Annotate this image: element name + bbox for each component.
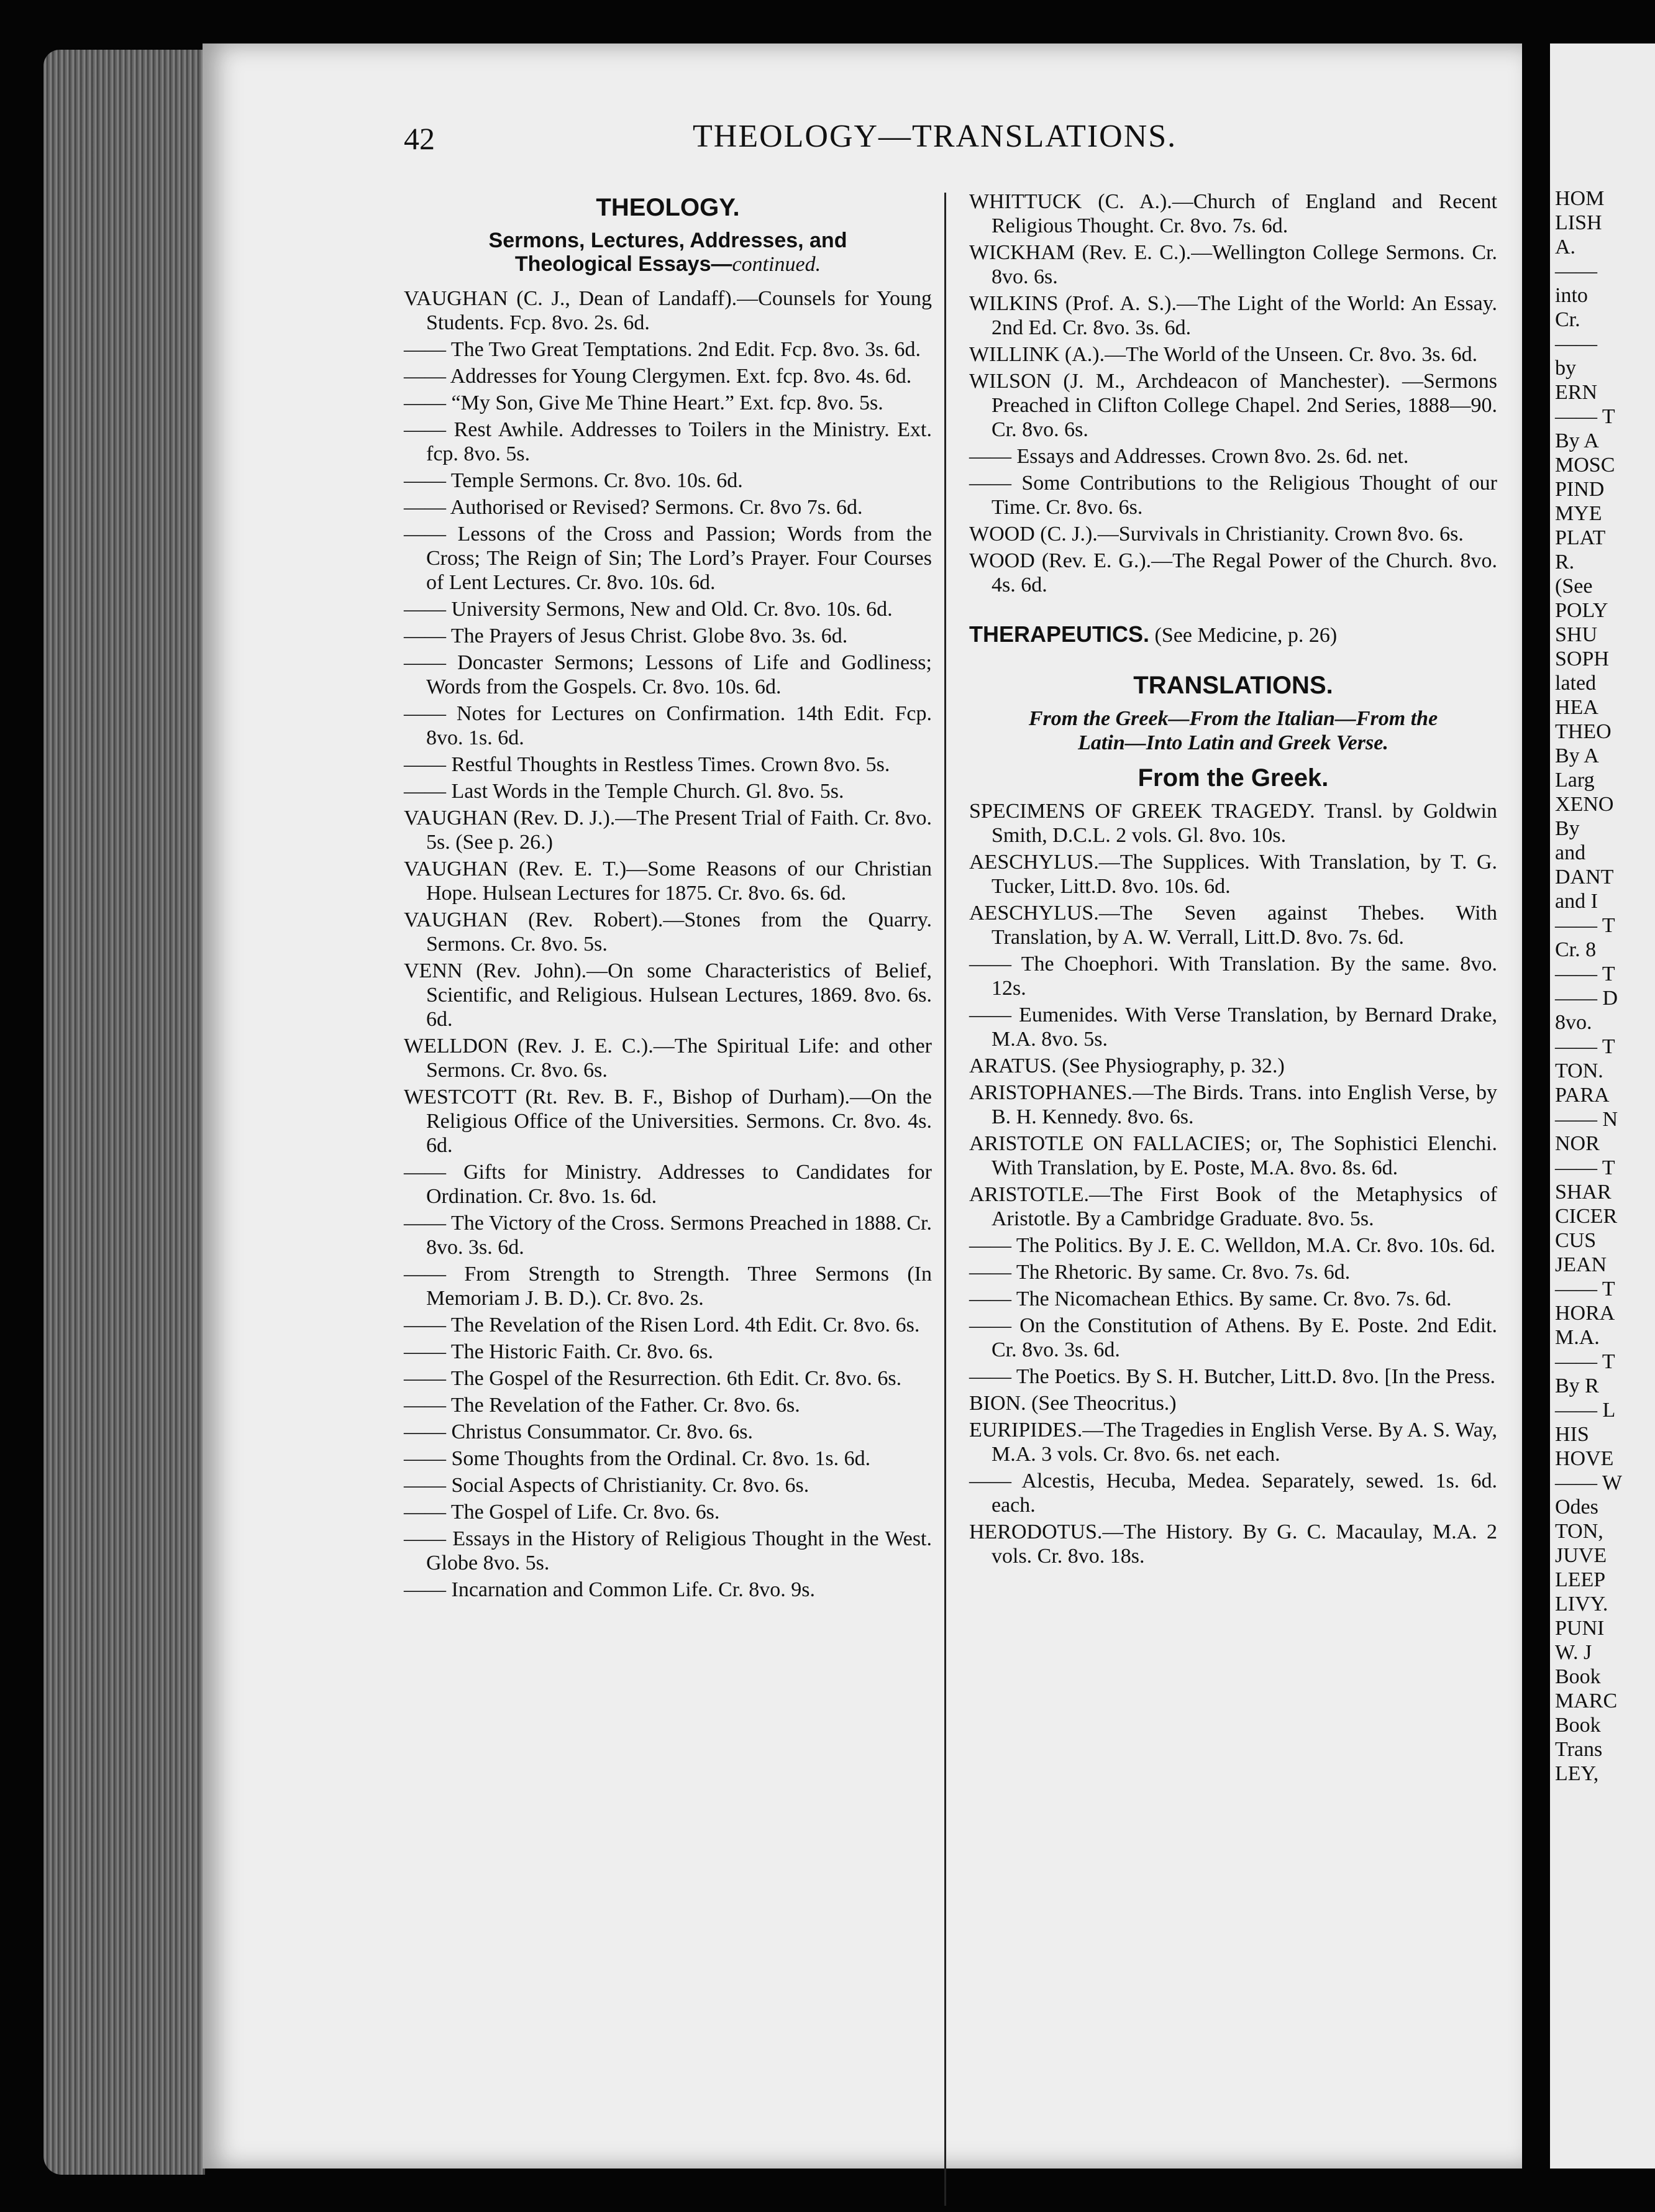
catalogue-entry: ARISTOPHANES.—The Birds. Trans. into English Verse, by B. H. Kennedy. 8vo. 6s. [969, 1081, 1497, 1128]
catalogue-entry: —— University Sermons, New and Old. Cr. 8vo. 10s. 6d. [404, 598, 893, 621]
next-page-fragment: —— T [1555, 914, 1615, 937]
page-number: 42 [404, 121, 435, 156]
catalogue-entry: WILKINS (Prof. A. S.).—The Light of the World: An Essay. 2nd Ed. Cr. 8vo. 3s. 6d. [969, 292, 1497, 339]
catalogue-entry: BION. (See Theocritus.) [969, 1392, 1177, 1415]
next-page-fragment: MARC [1555, 1689, 1618, 1712]
right-column [969, 190, 1497, 1571]
next-page-fragment: —— [1555, 332, 1597, 355]
catalogue-entry: VAUGHAN (Rev. Robert).—Stones from the Quarry. Sermons. Cr. 8vo. 5s. [404, 908, 932, 956]
catalogue-entry: EURIPIDES.—The Tragedies in English Verse. By A. S. Way, M.A. 3 vols. Cr. 8vo. 6s. net each. [969, 1419, 1497, 1466]
next-page-fragment: HORA [1555, 1302, 1615, 1325]
next-page-fragments [1555, 186, 1622, 1786]
next-page-fragment: —— T [1555, 1277, 1615, 1300]
catalogue-entry: —— Authorised or Revised? Sermons. Cr. 8vo 7s. 6d. [404, 496, 863, 519]
catalogue-entry: —— Last Words in the Temple Church. Gl. 8vo. 5s. [404, 780, 844, 803]
next-page-edge [1550, 43, 1655, 2169]
catalogue-entry: —— “My Son, Give Me Thine Heart.” Ext. fcp. 8vo. 5s. [404, 391, 883, 414]
catalogue-entry: —— The Rhetoric. By same. Cr. 8vo. 7s. 6d. [969, 1261, 1351, 1284]
catalogue-entry: —— The Gospel of the Resurrection. 6th Edit. Cr. 8vo. 6s. [404, 1367, 902, 1390]
catalogue-entry: —— Alcestis, Hecuba, Medea. Separately, sewed. 1s. 6d. each. [969, 1469, 1497, 1517]
next-page-fragment: ERN [1555, 381, 1597, 404]
catalogue-entry: —— From Strength to Strength. Three Sermons (In Memoriam J. B. D.). Cr. 8vo. 2s. [404, 1263, 932, 1310]
catalogue-entry: —— The Nicomachean Ethics. By same. Cr. 8vo. 7s. 6d. [969, 1287, 1452, 1310]
next-page-fragment: HIS [1555, 1423, 1589, 1446]
catalogue-entry: —— The Revelation of the Father. Cr. 8vo. 6s. [404, 1394, 800, 1417]
translations-subline-2: Latin—Into Latin and Greek Verse. [1078, 731, 1388, 754]
next-page-fragment: MOSC [1555, 454, 1615, 477]
subsection-continued: continued. [732, 253, 821, 276]
running-head: THEOLOGY—TRANSLATIONS. [693, 119, 1177, 154]
catalogue-entry: —— The Prayers of Jesus Christ. Globe 8vo. 3s. 6d. [404, 624, 848, 647]
next-page-fragment: TON, [1555, 1520, 1603, 1543]
next-page-fragment: TON. [1555, 1059, 1603, 1082]
catalogue-entry: WICKHAM (Rev. E. C.).—Wellington College Sermons. Cr. 8vo. 6s. [969, 241, 1497, 288]
catalogue-entry: VAUGHAN (Rev. D. J.).—The Present Trial of Faith. Cr. 8vo. 5s. (See p. 26.) [404, 807, 932, 854]
next-page-fragment: —— L [1555, 1399, 1616, 1422]
catalogue-entry: —— Addresses for Young Clergymen. Ext. fcp. 8vo. 4s. 6d. [404, 365, 912, 388]
catalogue-entry: AESCHYLUS.—The Seven against Thebes. With Translation, by A. W. Verrall, Litt.D. 8vo. 7s. 6d. [969, 902, 1497, 949]
catalogue-entry: —— Incarnation and Common Life. Cr. 8vo. 9s. [404, 1578, 815, 1601]
catalogue-entry: —— The Politics. By J. E. C. Welldon, M.A. Cr. 8vo. 10s. 6d. [969, 1234, 1495, 1257]
next-page-fragment: Cr. 8 [1555, 938, 1597, 961]
next-page-fragment: NOR [1555, 1132, 1600, 1155]
catalogue-entry: —— The Two Great Temptations. 2nd Edit. Fcp. 8vo. 3s. 6d. [404, 338, 921, 361]
next-page-fragment: HOM [1555, 187, 1605, 210]
translations-subline-1: From the Greek—From the Italian—From the [1028, 707, 1438, 730]
book-page-edges [43, 50, 205, 2175]
next-page-fragment: HEA [1555, 696, 1598, 719]
next-page-fragment: —— T [1555, 405, 1615, 428]
next-page-fragment: and I [1555, 890, 1598, 913]
subsection-line-2-text: Theological Essays— [514, 252, 732, 276]
catalogue-entry: —— The Poetics. By S. H. Butcher, Litt.D. 8vo. [In the Press. [969, 1365, 1495, 1388]
next-page-fragment: THEO [1555, 720, 1612, 743]
next-page-fragment: —— W [1555, 1471, 1622, 1494]
catalogue-entry: —— Essays in the History of Religious Thought in the West. Globe 8vo. 5s. [404, 1527, 932, 1574]
next-page-fragment: and [1555, 841, 1586, 864]
left-entry-list [404, 286, 932, 1602]
catalogue-entry: —— The Historic Faith. Cr. 8vo. 6s. [404, 1340, 714, 1363]
next-page-fragment: M.A. [1555, 1326, 1600, 1349]
next-page-fragment: R. [1555, 551, 1575, 574]
next-page-fragment: —— T [1555, 1156, 1615, 1179]
next-page-fragment: Trans [1555, 1738, 1603, 1761]
therapeutics-label: THERAPEUTICS. [969, 621, 1150, 647]
catalogue-entry: —— Some Thoughts from the Ordinal. Cr. 8vo. 1s. 6d. [404, 1447, 871, 1470]
next-page-fragment: HOVE [1555, 1447, 1614, 1470]
catalogue-entry: —— The Gospel of Life. Cr. 8vo. 6s. [404, 1501, 720, 1524]
catalogue-entry: WELLDON (Rev. J. E. C.).—The Spiritual Life: and other Sermons. Cr. 8vo. 6s. [404, 1035, 932, 1082]
next-page-fragment: PLAT [1555, 526, 1606, 549]
next-page-fragment: MYE [1555, 502, 1602, 525]
next-page-fragment: PIND [1555, 478, 1605, 501]
next-page-fragment: POLY [1555, 599, 1608, 622]
next-page-fragment: (See [1555, 575, 1593, 598]
next-page-fragment: By R [1555, 1374, 1599, 1397]
catalogue-entry: WILLINK (A.).—The World of the Unseen. Cr. 8vo. 3s. 6d. [969, 343, 1478, 366]
catalogue-entry: —— Restful Thoughts in Restless Times. Crown 8vo. 5s. [404, 753, 890, 776]
catalogue-entry: AESCHYLUS.—The Supplices. With Translation, by T. G. Tucker, Litt.D. 8vo. 10s. 6d. [969, 851, 1497, 898]
catalogue-entry: —— Rest Awhile. Addresses to Toilers in the Ministry. Ext. fcp. 8vo. 5s. [404, 418, 932, 465]
next-page-fragment: PARA [1555, 1084, 1610, 1107]
next-page-fragment: —— T [1555, 962, 1615, 985]
section-title-theology: THEOLOGY. [596, 194, 740, 221]
subsection-from-greek: From the Greek. [1138, 764, 1329, 792]
catalogue-entry: WOOD (Rev. E. G.).—The Regal Power of the Church. 8vo. 4s. 6d. [969, 549, 1497, 596]
left-column [404, 190, 932, 1604]
next-page-fragment: CICER [1555, 1205, 1618, 1228]
right-entry-list-top [969, 190, 1497, 597]
next-page-fragment: SOPH [1555, 647, 1609, 670]
catalogue-entry: —— On the Constitution of Athens. By E. Poste. 2nd Edit. Cr. 8vo. 3s. 6d. [969, 1314, 1497, 1361]
subsection-title [404, 229, 932, 276]
catalogue-entry: —— Lessons of the Cross and Passion; Words from the Cross; The Reign of Sin; The Lord’s Prayer. Four Courses of Lent Lectures. Cr. 8vo. 10s. 6d. [404, 523, 932, 594]
next-page-fragment: Odes [1555, 1496, 1598, 1519]
next-page-fragment: CUS [1555, 1229, 1597, 1252]
next-page-fragment: XENO [1555, 793, 1614, 816]
next-page-fragment: —— T [1555, 1035, 1615, 1058]
next-page-fragment: PUNI [1555, 1617, 1605, 1640]
next-page-fragment: —— [1555, 260, 1597, 283]
next-page-fragment: into [1555, 284, 1588, 307]
catalogue-entry: —— Essays and Addresses. Crown 8vo. 2s. 6d. net. [969, 445, 1409, 468]
catalogue-entry: VAUGHAN (C. J., Dean of Landaff).—Counsels for Young Students. Fcp. 8vo. 2s. 6d. [404, 287, 932, 334]
catalogue-entry: VENN (Rev. John).—On some Characteristics of Belief, Scientific, and Religious. Hulsean Lectures, 1869. 8vo. 6s. 6d. [404, 959, 932, 1031]
next-page-fragment: Book [1555, 1665, 1601, 1688]
catalogue-entry: —— Temple Sermons. Cr. 8vo. 10s. 6d. [404, 469, 743, 492]
next-page-fragment: —— D [1555, 987, 1618, 1010]
section-title-translations: TRANSLATIONS. [1133, 672, 1333, 699]
catalogue-entry: —— The Victory of the Cross. Sermons Preached in 1888. Cr. 8vo. 3s. 6d. [404, 1212, 932, 1259]
catalogue-entry: —— The Choephori. With Translation. By the same. 8vo. 12s. [969, 953, 1497, 1000]
next-page-fragment: By A [1555, 429, 1599, 452]
catalogue-entry: WHITTUCK (C. A.).—Church of England and Recent Religious Thought. Cr. 8vo. 7s. 6d. [969, 190, 1497, 237]
catalogue-entry: —— Doncaster Sermons; Lessons of Life and Godliness; Words from the Gospels. Cr. 8vo. 10s. 6d. [404, 651, 932, 698]
next-page-fragment: —— T [1555, 1350, 1615, 1373]
next-page-fragment: JUVE [1555, 1544, 1607, 1567]
catalogue-entry: WILSON (J. M., Archdeacon of Manchester). —Sermons Preached in Clifton College Chapel. 2nd Series, 1888—90. Cr. 8vo. 6s. [969, 370, 1497, 441]
next-page-fragment: By [1555, 817, 1580, 840]
catalogue-entry: —— The Revelation of the Risen Lord. 4th Edit. Cr. 8vo. 6s. [404, 1314, 920, 1337]
subsection-line-1: Sermons, Lectures, Addresses, and [488, 229, 847, 252]
catalogue-entry: ARATUS. (See Physiography, p. 32.) [969, 1054, 1285, 1077]
catalogue-entry: HERODOTUS.—The History. By G. C. Macaulay, M.A. 2 vols. Cr. 8vo. 18s. [969, 1520, 1497, 1568]
catalogue-entry: ARISTOTLE.—The First Book of the Metaphysics of Aristotle. By a Cambridge Graduate. 8vo. 5s. [969, 1183, 1497, 1230]
next-page-fragment: LISH [1555, 211, 1602, 234]
next-page-fragment: JEAN [1555, 1253, 1607, 1276]
next-page-fragment: by [1555, 357, 1576, 380]
right-entry-list-greek [969, 799, 1497, 1568]
translations-subline [969, 706, 1497, 755]
catalogue-entry: WESTCOTT (Rt. Rev. B. F., Bishop of Durham).—On the Religious Office of the Universities. Sermons. Cr. 8vo. 4s. 6d. [404, 1085, 932, 1157]
next-page-fragment: A. [1555, 235, 1576, 258]
catalogue-entry: SPECIMENS OF GREEK TRAGEDY. Transl. by Goldwin Smith, D.C.L. 2 vols. Gl. 8vo. 10s. [969, 800, 1497, 847]
catalogue-entry: —— Eumenides. With Verse Translation, by Bernard Drake, M.A. 8vo. 5s. [969, 1003, 1497, 1051]
next-page-fragment: 8vo. [1555, 1011, 1592, 1034]
catalogue-entry: —— Christus Consummator. Cr. 8vo. 6s. [404, 1420, 753, 1443]
next-page-fragment: Book [1555, 1714, 1601, 1737]
next-page-fragment: W. J [1555, 1641, 1592, 1664]
column-rule [944, 193, 946, 2206]
catalogue-entry: —— Notes for Lectures on Confirmation. 14th Edit. Fcp. 8vo. 1s. 6d. [404, 702, 932, 749]
catalogue-entry: VAUGHAN (Rev. E. T.)—Some Reasons of our Christian Hope. Hulsean Lectures for 1875. Cr. 8vo. 6s. 6d. [404, 857, 932, 905]
subsection-line-2 [404, 252, 932, 276]
catalogue-entry: ARISTOTLE ON FALLACIES; or, The Sophistici Elenchi. With Translation, by E. Poste, M.A. 8vo. 8s. 6d. [969, 1132, 1497, 1179]
next-page-fragment: lated [1555, 672, 1597, 695]
next-page-fragment: LEY, [1555, 1762, 1599, 1785]
therapeutics-line [969, 622, 1497, 647]
catalogue-entry: —— Some Contributions to the Religious Thought of our Time. Cr. 8vo. 6s. [969, 472, 1497, 519]
therapeutics-ref: (See Medicine, p. 26) [1154, 624, 1338, 647]
next-page-fragment: Larg [1555, 769, 1595, 792]
next-page-fragment: —— N [1555, 1108, 1618, 1131]
next-page-fragment: LEEP [1555, 1568, 1606, 1591]
next-page-fragment: SHAR [1555, 1181, 1612, 1204]
next-page-fragment: SHU [1555, 623, 1598, 646]
next-page-fragment: By A [1555, 744, 1599, 767]
catalogue-entry: —— Social Aspects of Christianity. Cr. 8vo. 6s. [404, 1474, 809, 1497]
next-page-fragment: LIVY. [1555, 1593, 1608, 1616]
catalogue-entry: WOOD (C. J.).—Survivals in Christianity. Crown 8vo. 6s. [969, 523, 1464, 546]
catalogue-entry: —— Gifts for Ministry. Addresses to Candidates for Ordination. Cr. 8vo. 1s. 6d. [404, 1161, 932, 1208]
next-page-fragment: DANT [1555, 866, 1614, 889]
next-page-fragment: Cr. [1555, 308, 1580, 331]
